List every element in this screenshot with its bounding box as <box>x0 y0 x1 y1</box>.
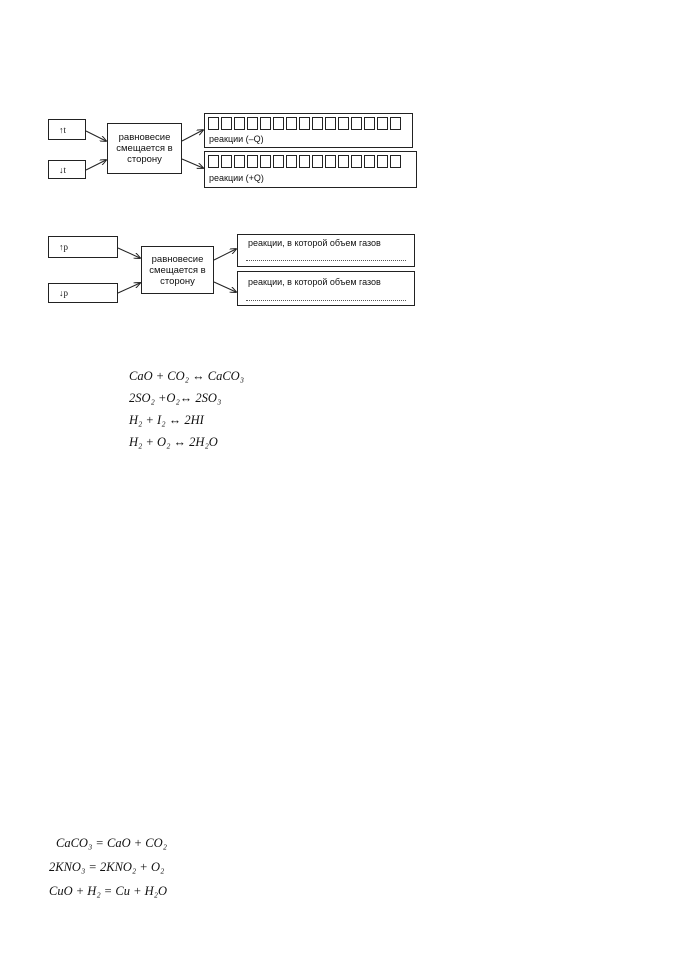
input-label-increase-t: ↑t <box>59 124 67 135</box>
letter-cell[interactable] <box>234 155 245 168</box>
letter-cells-row-1 <box>208 117 403 130</box>
letter-cell[interactable] <box>377 155 388 168</box>
answer-label-minus-q: реакции (–Q) <box>209 134 264 144</box>
input-box-increase-t <box>48 119 86 140</box>
letter-cell[interactable] <box>286 117 297 130</box>
letter-cell[interactable] <box>338 155 349 168</box>
letter-cell[interactable] <box>208 155 219 168</box>
answer-box-gas-volume-2 <box>237 271 415 306</box>
arrow-down-p <box>118 283 140 293</box>
equilibrium-box-pressure <box>141 246 214 294</box>
letter-cell[interactable] <box>390 117 401 130</box>
input-box-decrease-t <box>48 160 86 179</box>
letter-cell[interactable] <box>312 155 323 168</box>
arrow-to-minus-q <box>182 130 203 141</box>
letter-cell[interactable] <box>325 155 336 168</box>
input-label-decrease-t: ↓t <box>59 164 67 175</box>
letter-cell[interactable] <box>377 117 388 130</box>
equilibrium-box-temperature <box>107 123 182 174</box>
answer-box-gas-volume-1 <box>237 234 415 267</box>
input-label-increase-p: ↑p <box>59 242 68 252</box>
arrow-to-plus-q <box>182 159 203 168</box>
fill-in-line-1 <box>246 260 406 261</box>
letter-cell[interactable] <box>273 155 284 168</box>
answer-box-minus-q <box>204 113 413 148</box>
letter-cell[interactable] <box>247 155 258 168</box>
letter-cell[interactable] <box>351 117 362 130</box>
equation-1: CaO + CO₂ ↔ CaCO₃ <box>129 369 245 383</box>
answer-label-gas-volume-1: реакции, в которой объем газов <box>248 238 381 248</box>
answer-label-gas-volume-2: реакции, в которой объем газов <box>248 277 381 287</box>
answer-box-plus-q <box>204 151 417 188</box>
arrow-to-gas-1 <box>214 249 236 260</box>
letter-cell[interactable] <box>221 155 232 168</box>
letter-cell[interactable] <box>312 117 323 130</box>
letter-cell[interactable] <box>208 117 219 130</box>
equilibrium-label-pressure: равновесие смещается в сторону <box>149 253 206 287</box>
letter-cell[interactable] <box>234 117 245 130</box>
equation-5: CaCO₃ = CaO + CO₂ <box>56 836 167 850</box>
equilibrium-label: равновесие смещается в сторону <box>116 132 173 165</box>
letter-cell[interactable] <box>247 117 258 130</box>
input-label-decrease-p: ↓p <box>59 288 68 298</box>
fill-in-line-2 <box>246 300 406 301</box>
input-box-decrease-p <box>48 283 118 303</box>
arrow-down-t <box>86 160 106 170</box>
letter-cell[interactable] <box>351 155 362 168</box>
equation-2: 2SO₂ +O₂↔ 2SO₃ <box>129 391 222 405</box>
equation-3: H₂ + I₂ ↔ 2HI <box>129 413 204 427</box>
equation-7: CuO + H₂ = Cu + H₂O <box>49 884 168 898</box>
letter-cell[interactable] <box>364 155 375 168</box>
letter-cell[interactable] <box>364 117 375 130</box>
arrow-up-p <box>118 248 140 258</box>
letter-cell[interactable] <box>221 117 232 130</box>
letter-cell[interactable] <box>325 117 336 130</box>
letter-cell[interactable] <box>299 155 310 168</box>
letter-cell[interactable] <box>260 117 271 130</box>
equation-6: 2KNO₃ = 2KNO₂ + O₂ <box>49 860 165 874</box>
letter-cell[interactable] <box>390 155 401 168</box>
letter-cell[interactable] <box>260 155 271 168</box>
answer-label-plus-q: реакции (+Q) <box>209 173 264 183</box>
arrow-to-gas-2 <box>214 282 236 292</box>
letter-cell[interactable] <box>338 117 349 130</box>
letter-cell[interactable] <box>286 155 297 168</box>
equation-4: H₂ + O₂ ↔ 2H₂O <box>129 435 218 449</box>
letter-cells-row-2 <box>208 155 403 168</box>
arrow-up-t <box>86 131 106 141</box>
letter-cell[interactable] <box>299 117 310 130</box>
letter-cell[interactable] <box>273 117 284 130</box>
input-box-increase-p <box>48 236 118 258</box>
